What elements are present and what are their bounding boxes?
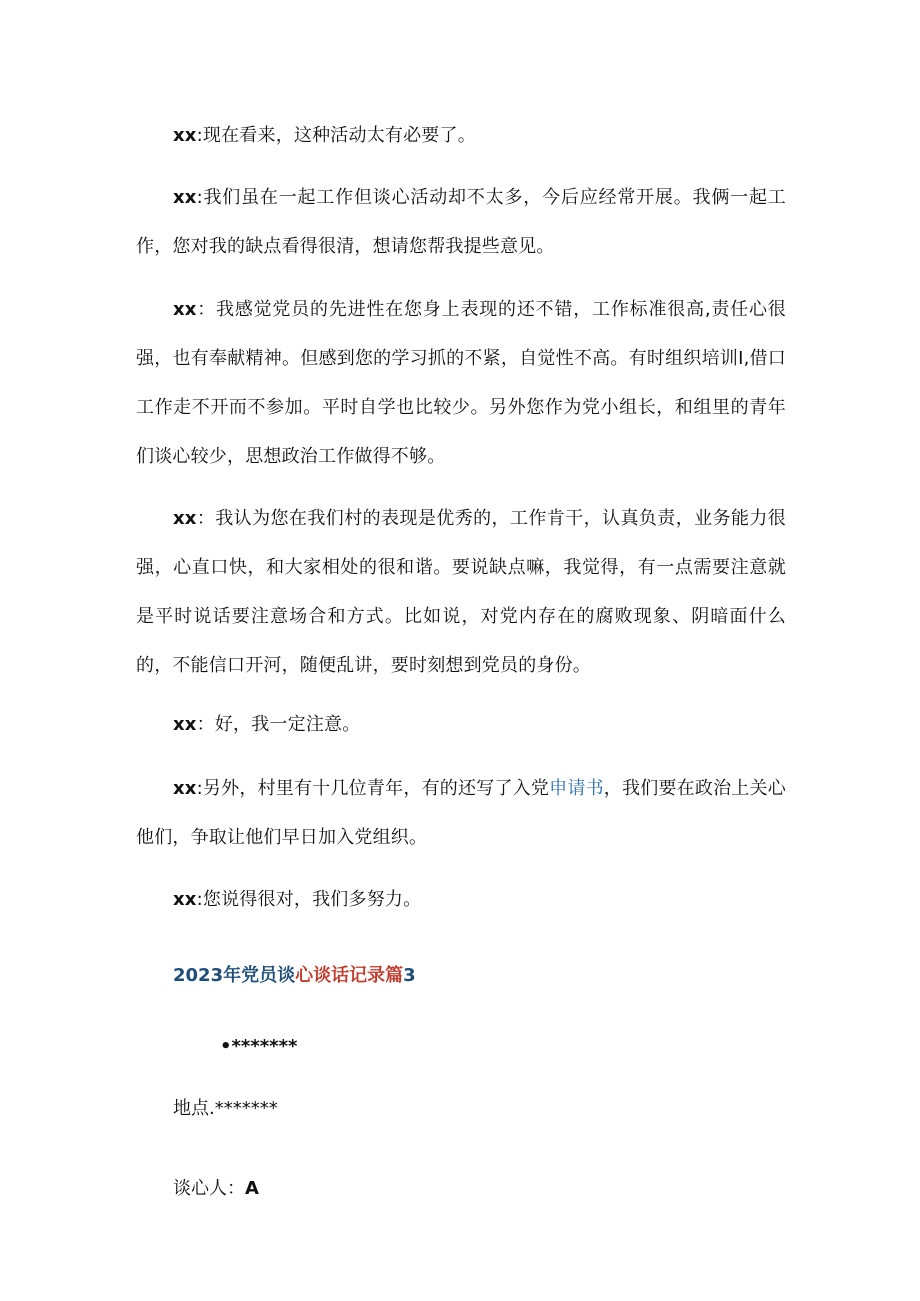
dialogue-paragraph-4 [136, 494, 786, 690]
heading-part-a: 2023年党员谈 [173, 965, 296, 986]
speaker-separator: : [196, 889, 203, 910]
dialogue-paragraph-5 [136, 700, 786, 749]
dialogue-paragraph-1 [136, 111, 786, 160]
dialogue-text: 我们虽在一起工作但谈心活动却不太多，今后应经常开展。我俩一起工作，您对我的缺点看得很清，想请您帮我提些意见。 [136, 187, 786, 257]
dialogue-text: 我认为您在我们村的表现是优秀的，工作肯干，认真负责，业务能力很强，心直口快，和大家相处的很和谐。要说缺点嘛，我觉得，有一点需要注意就是平时说话要注意场合和方式。比如说，对党内存在的腐败现象、阴暗面什么的，不能信口开河，随便乱讲，要时刻想到党员的身份。 [136, 508, 786, 676]
section-heading [173, 961, 416, 991]
talker-label: 谈心人： [173, 1178, 245, 1199]
talker-field [173, 1174, 259, 1204]
location-field: 地点.******* [173, 1098, 278, 1119]
dialogue-text: 好，我一定注意。 [214, 714, 361, 735]
speaker-label: xx [173, 778, 197, 799]
speaker-label: xx [173, 889, 197, 910]
dialogue-paragraph-6 [136, 764, 786, 862]
dialogue-paragraph-2 [136, 173, 786, 271]
speaker-separator: : [196, 778, 203, 799]
dialogue-paragraph-3 [136, 285, 786, 481]
heading-part-b[interactable]: 心谈话记录篇 [295, 965, 404, 986]
dialogue-text: 您说得很对，我们多努力。 [202, 889, 422, 910]
dialogue-text: ，我们要在政治上关心他们，争取让他们早日加入党组织。 [136, 778, 786, 848]
dialogue-paragraph-7 [136, 875, 786, 924]
heading-part-c: 3 [403, 965, 416, 986]
dialogue-text: 我感觉党员的先进性在您身上表现的还不错，工作标准很高,责任心很强，也有奉献精神。但感到您的学习抓的不紧，自觉性不高。有时组织培训I,借口工作走不开而不参加。平时自学也比较少。另外您作为党小组长，和组里的青年们谈心较少，思想政治工作做得不够。 [136, 299, 786, 467]
time-field: •******* [220, 1036, 298, 1057]
dialogue-text: 现在看来，这种活动太有必要了。 [202, 125, 476, 146]
speaker-separator: : [196, 187, 203, 208]
dialogue-text: 另外，村里有十几位青年，有的还写了入党 [202, 778, 550, 799]
speaker-label: xx [173, 714, 197, 735]
application-letter-link[interactable]: 申请书 [549, 778, 604, 799]
speaker-separator: ： [196, 508, 216, 529]
speaker-label: xx [173, 187, 197, 208]
speaker-label: xx [173, 125, 197, 146]
speaker-separator: ： [196, 299, 217, 320]
talker-value: A [245, 1178, 259, 1199]
speaker-separator: ： [196, 714, 215, 735]
speaker-label: xx [173, 299, 197, 320]
speaker-separator: : [196, 125, 203, 146]
speaker-label: xx [173, 508, 197, 529]
